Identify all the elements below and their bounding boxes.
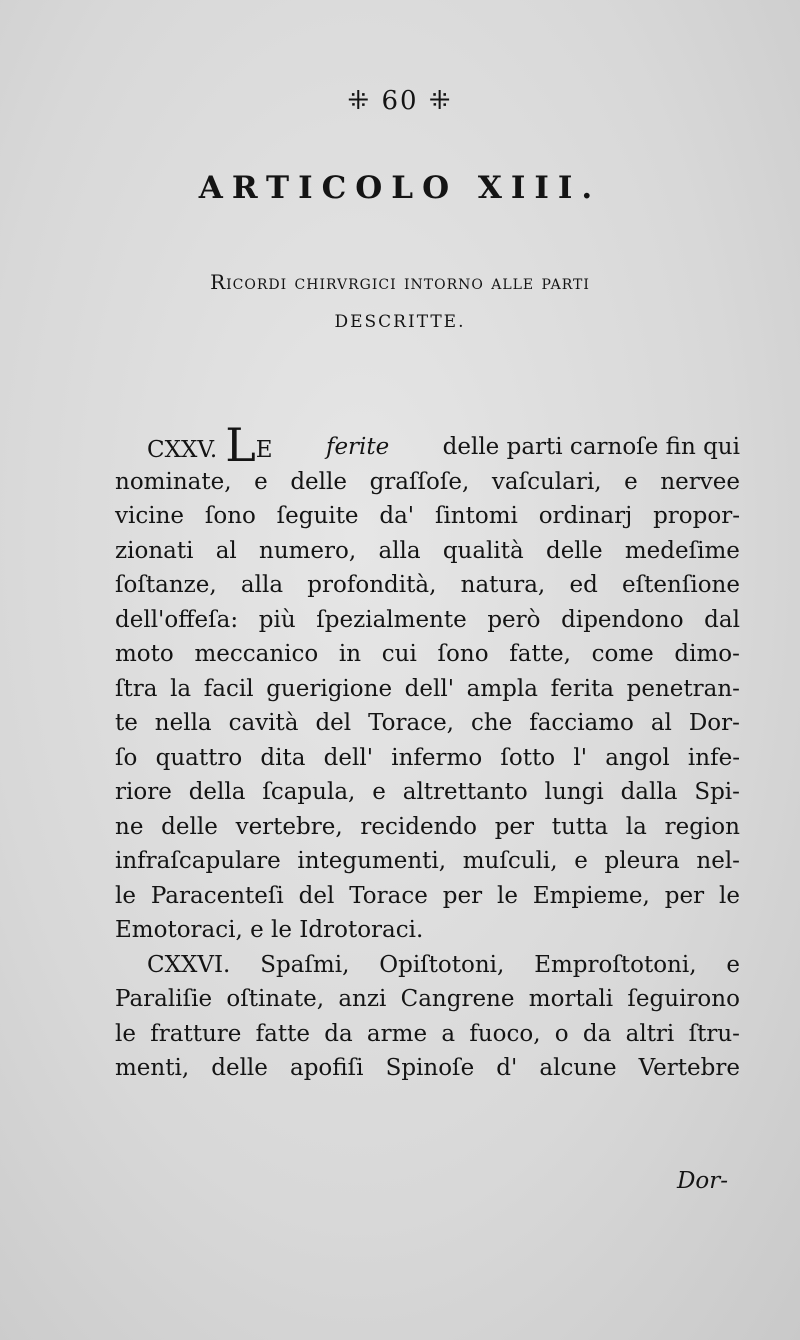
word: alla [240, 572, 284, 598]
word: Dor- [688, 710, 740, 736]
word: Torace, [368, 710, 454, 736]
word: per [664, 882, 705, 909]
word: fuoco, [469, 1020, 541, 1047]
word: le [718, 882, 740, 909]
drop-cap: L [225, 418, 256, 472]
word: la [625, 813, 647, 840]
word: l' [573, 744, 588, 771]
word: però [487, 606, 541, 633]
word: le [115, 882, 136, 909]
word: ferita [550, 675, 615, 702]
word: alcune [539, 1055, 617, 1081]
word: delle [545, 537, 603, 564]
word: eſtenſione [622, 572, 740, 598]
word: infraſcapulare [115, 848, 281, 874]
word: pleura [604, 848, 680, 874]
word: altri [625, 1020, 675, 1047]
word: fatte [255, 1020, 310, 1047]
word: ſono [437, 641, 489, 667]
text-line [115, 568, 740, 603]
word: dell' [323, 744, 374, 771]
word: facil [203, 675, 254, 702]
text-line [115, 879, 740, 914]
text-line [115, 465, 740, 500]
word: vicine [115, 503, 185, 529]
word: nel- [696, 848, 740, 874]
word: guerigione [266, 675, 393, 702]
paragraph-number: CXXV. [147, 437, 218, 463]
word: fratture [150, 1020, 242, 1047]
word: oſtinate, [226, 986, 325, 1012]
text-line [115, 741, 740, 776]
word: la [170, 675, 192, 702]
word: anzi [338, 986, 387, 1012]
word: o [554, 1020, 569, 1047]
word: e [726, 951, 740, 978]
word: dita [260, 744, 306, 771]
word: al [650, 710, 672, 736]
word: tutta [551, 813, 609, 840]
text-line [115, 810, 740, 845]
word: cavità [228, 710, 299, 736]
text-line [115, 1017, 740, 1052]
word: Spinoſe [385, 1055, 475, 1081]
word: Paraliſie [115, 986, 213, 1012]
word: ſo [115, 744, 138, 771]
word: dell'offeſa: [115, 606, 239, 633]
word: e [574, 848, 588, 874]
word: propor- [653, 503, 740, 529]
word: infermo [391, 744, 483, 771]
word: delle [161, 813, 218, 840]
text-line [115, 775, 740, 810]
word: region [664, 813, 740, 840]
word: altrettanto [402, 779, 528, 805]
word: del [315, 710, 352, 736]
body-text [115, 418, 740, 1086]
word: le [115, 1020, 136, 1047]
word: ſtra [115, 675, 158, 702]
word: graſſoſe, [369, 468, 470, 495]
word: CXXVI. [147, 951, 231, 978]
word: natura, [460, 572, 546, 598]
word: arme [366, 1020, 428, 1047]
word: riore [115, 779, 172, 805]
word: ſintomi [434, 503, 518, 529]
word: medeſime [624, 537, 740, 564]
word: dimo- [674, 641, 740, 667]
word: Cangrene [400, 986, 515, 1012]
word: della [188, 779, 246, 805]
text-line [115, 637, 740, 672]
word: ſeguite [276, 503, 359, 529]
word: meccanico [194, 641, 319, 667]
word: per [442, 882, 483, 909]
word: in [338, 641, 362, 667]
word: quattro [155, 744, 243, 771]
text-line [115, 844, 740, 879]
word: muſculi, [462, 848, 558, 874]
word: mortali [528, 986, 614, 1012]
word: più [258, 606, 296, 633]
text-line: CXXV. LE ferite delle parti carnoſe fin qui [147, 418, 740, 472]
word: Opiſtotoni, [379, 951, 505, 978]
word: delle [290, 468, 347, 495]
word: e [254, 468, 268, 495]
word: Torace [349, 882, 428, 909]
page-header: ⁜ 60 ⁜ [347, 86, 453, 116]
word: Spaſmi, [260, 951, 350, 978]
section-subtitle-line2: DESCRITTE. [334, 312, 466, 332]
word: ne [115, 813, 144, 840]
text-line [115, 672, 740, 707]
word: ſono [204, 503, 256, 529]
word: cui [381, 641, 417, 667]
word: d' [496, 1055, 518, 1081]
word: te [115, 710, 138, 736]
word: che [470, 710, 513, 736]
word: le [496, 882, 518, 909]
word: delle [211, 1055, 268, 1081]
word: nervee [660, 468, 740, 495]
word: ampla [466, 675, 538, 702]
word: e [624, 468, 638, 495]
word: infe- [687, 744, 740, 771]
word: a [441, 1020, 456, 1047]
catchword: Dor- [676, 1168, 728, 1194]
word: ſotto [500, 744, 556, 771]
word: vertebre, [235, 813, 343, 840]
word: fatte, [509, 641, 571, 667]
word: dalla [620, 779, 678, 805]
word: del [298, 882, 335, 909]
section-subtitle-line1: Ricordi chirvrgici intorno alle parti [210, 270, 590, 294]
word: da' [379, 503, 415, 529]
word: Emproſtotoni, [534, 951, 697, 978]
word: Empieme, [532, 882, 650, 909]
text-line [115, 534, 740, 569]
word: zionati [115, 537, 194, 564]
text-line [115, 948, 740, 983]
word: qualità [442, 537, 524, 564]
word: facciamo [529, 710, 634, 736]
word: ed [569, 572, 598, 598]
word: nella [154, 710, 212, 736]
word: ſcapula, [262, 779, 356, 805]
word: per [494, 813, 535, 840]
word: Vertebre [638, 1055, 740, 1081]
word: dipendono [561, 606, 684, 633]
word: apofiſi [289, 1055, 364, 1081]
word: da [324, 1020, 353, 1047]
text-line [115, 982, 740, 1017]
word: ordinarj [538, 503, 633, 529]
word: ſeguirono [627, 986, 740, 1012]
word: profondità, [307, 572, 437, 598]
text-line [115, 706, 740, 741]
word: angol [605, 744, 670, 771]
word: Spi- [694, 779, 740, 805]
text-line [115, 499, 740, 534]
article-title: ARTICOLO XIII. [198, 170, 602, 206]
word: ſpezialmente [316, 606, 467, 633]
word: Paracenteſi [150, 882, 284, 909]
text-line: Emotoraci, e le Idrotoraci. [115, 917, 424, 943]
word: da [582, 1020, 612, 1047]
word: alla [378, 537, 421, 564]
text-line [115, 1051, 740, 1086]
word: integumenti, [297, 848, 447, 874]
word: moto [115, 641, 174, 667]
word: recidendo [360, 813, 477, 840]
word: ſtru- [688, 1020, 740, 1047]
word: menti, [115, 1055, 190, 1081]
word: e [372, 779, 386, 805]
word: come [591, 641, 654, 667]
word: dal [704, 606, 740, 633]
word: al [215, 537, 237, 564]
word: lungi [544, 779, 604, 805]
word: vaſculari, [491, 468, 602, 495]
word: dell' [404, 675, 455, 702]
word: ſoſtanze, [115, 572, 217, 598]
word: numero, [259, 537, 357, 564]
word: penetran- [626, 675, 740, 702]
text-line [115, 603, 740, 638]
word: nominate, [115, 468, 232, 495]
